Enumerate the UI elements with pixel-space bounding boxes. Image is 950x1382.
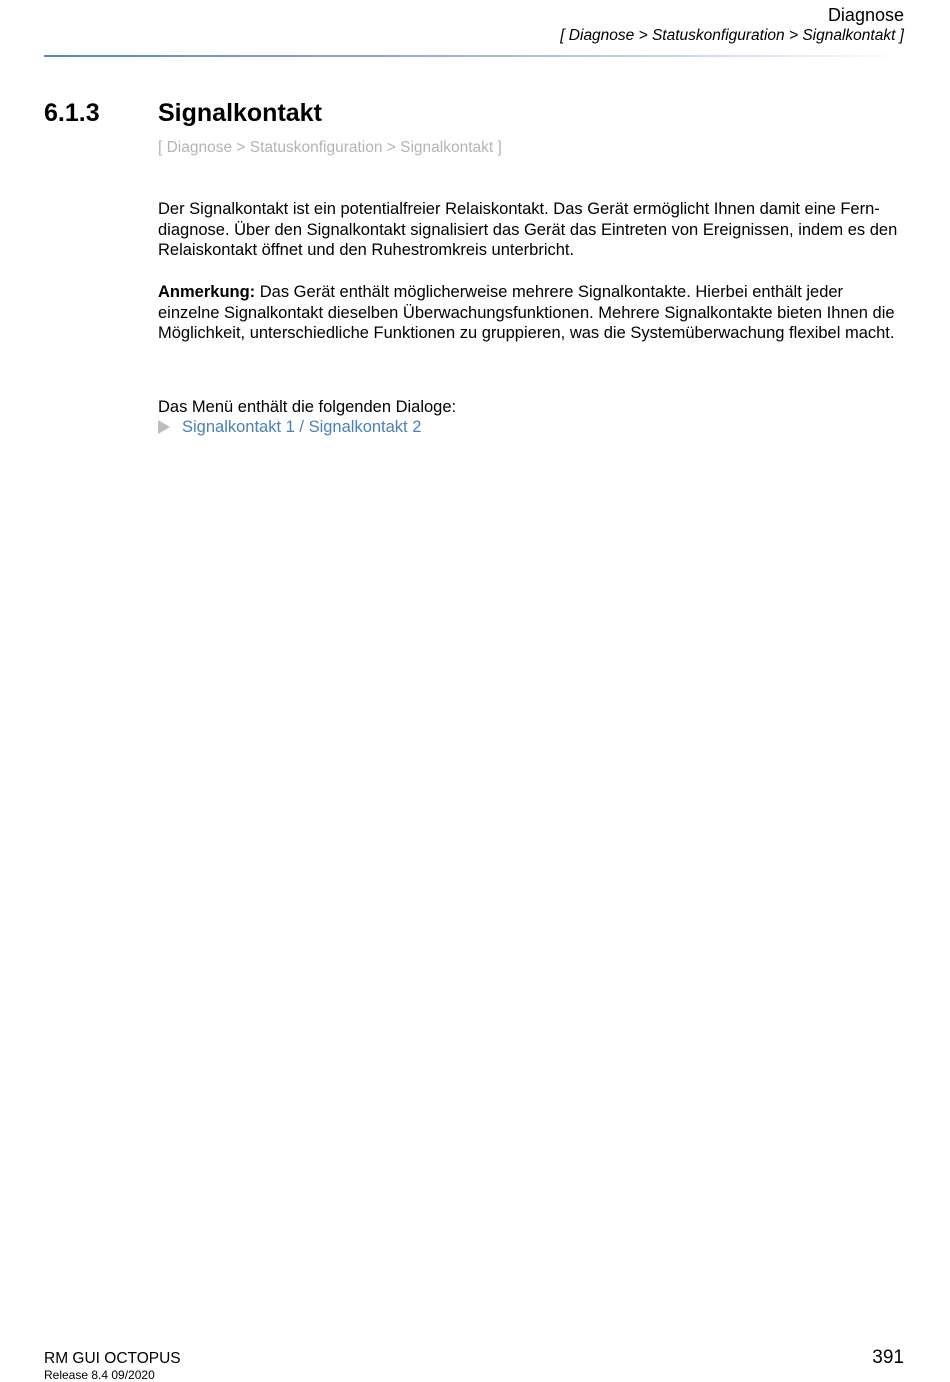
section-breadcrumb: [ Diagnose > Statuskonfiguration > Signalkontakt ] [158,139,502,156]
header-divider [44,55,906,57]
section-number: 6.1.3 [44,99,100,127]
note-label: Anmerkung: [158,283,256,301]
bullet-triangle-icon [158,420,170,434]
menu-intro: Das Menü enthält die folgenden Dialoge: [158,398,457,416]
header-chapter-title: Diagnose [827,5,904,25]
menu-list-item [158,417,421,438]
signalkontakt-dialog-link[interactable]: Signalkontakt 1 / Signalkontakt 2 [182,418,422,436]
intro-paragraph: Der Signalkontakt ist ein potentialfreier Relaiskontakt. Das Gerät ermöglicht Ihnen damit eine Fern-diagnose. Über den Signalkontakt signalisiert das Gerät das Eintreten von Ereignissen, indem es den Relaiskontakt öffnet und den Ruhestromkreis unterbricht. [158,200,898,260]
note-text: Das Gerät enthält möglicherweise mehrere Signalkontakte. Hierbei enthält jeder einzelne Signalkontakt dieselben Überwachungsfunktionen. Mehrere Signalkontakte bieten Ihnen die Möglichkeit, unterschiedliche Funktionen zu gruppieren, was die Systemüberwachung flexibel macht. [158,283,895,343]
section-title: Signalkontakt [158,99,322,127]
note-paragraph [158,282,908,344]
header-breadcrumb: [ Diagnose > Statuskonfiguration > Signalkontakt ] [560,27,904,44]
footer-release-info: Release 8.4 09/2020 [44,1368,155,1382]
footer-product-name: RM GUI OCTOPUS [44,1350,181,1367]
footer-page-number: 391 [872,1347,904,1368]
